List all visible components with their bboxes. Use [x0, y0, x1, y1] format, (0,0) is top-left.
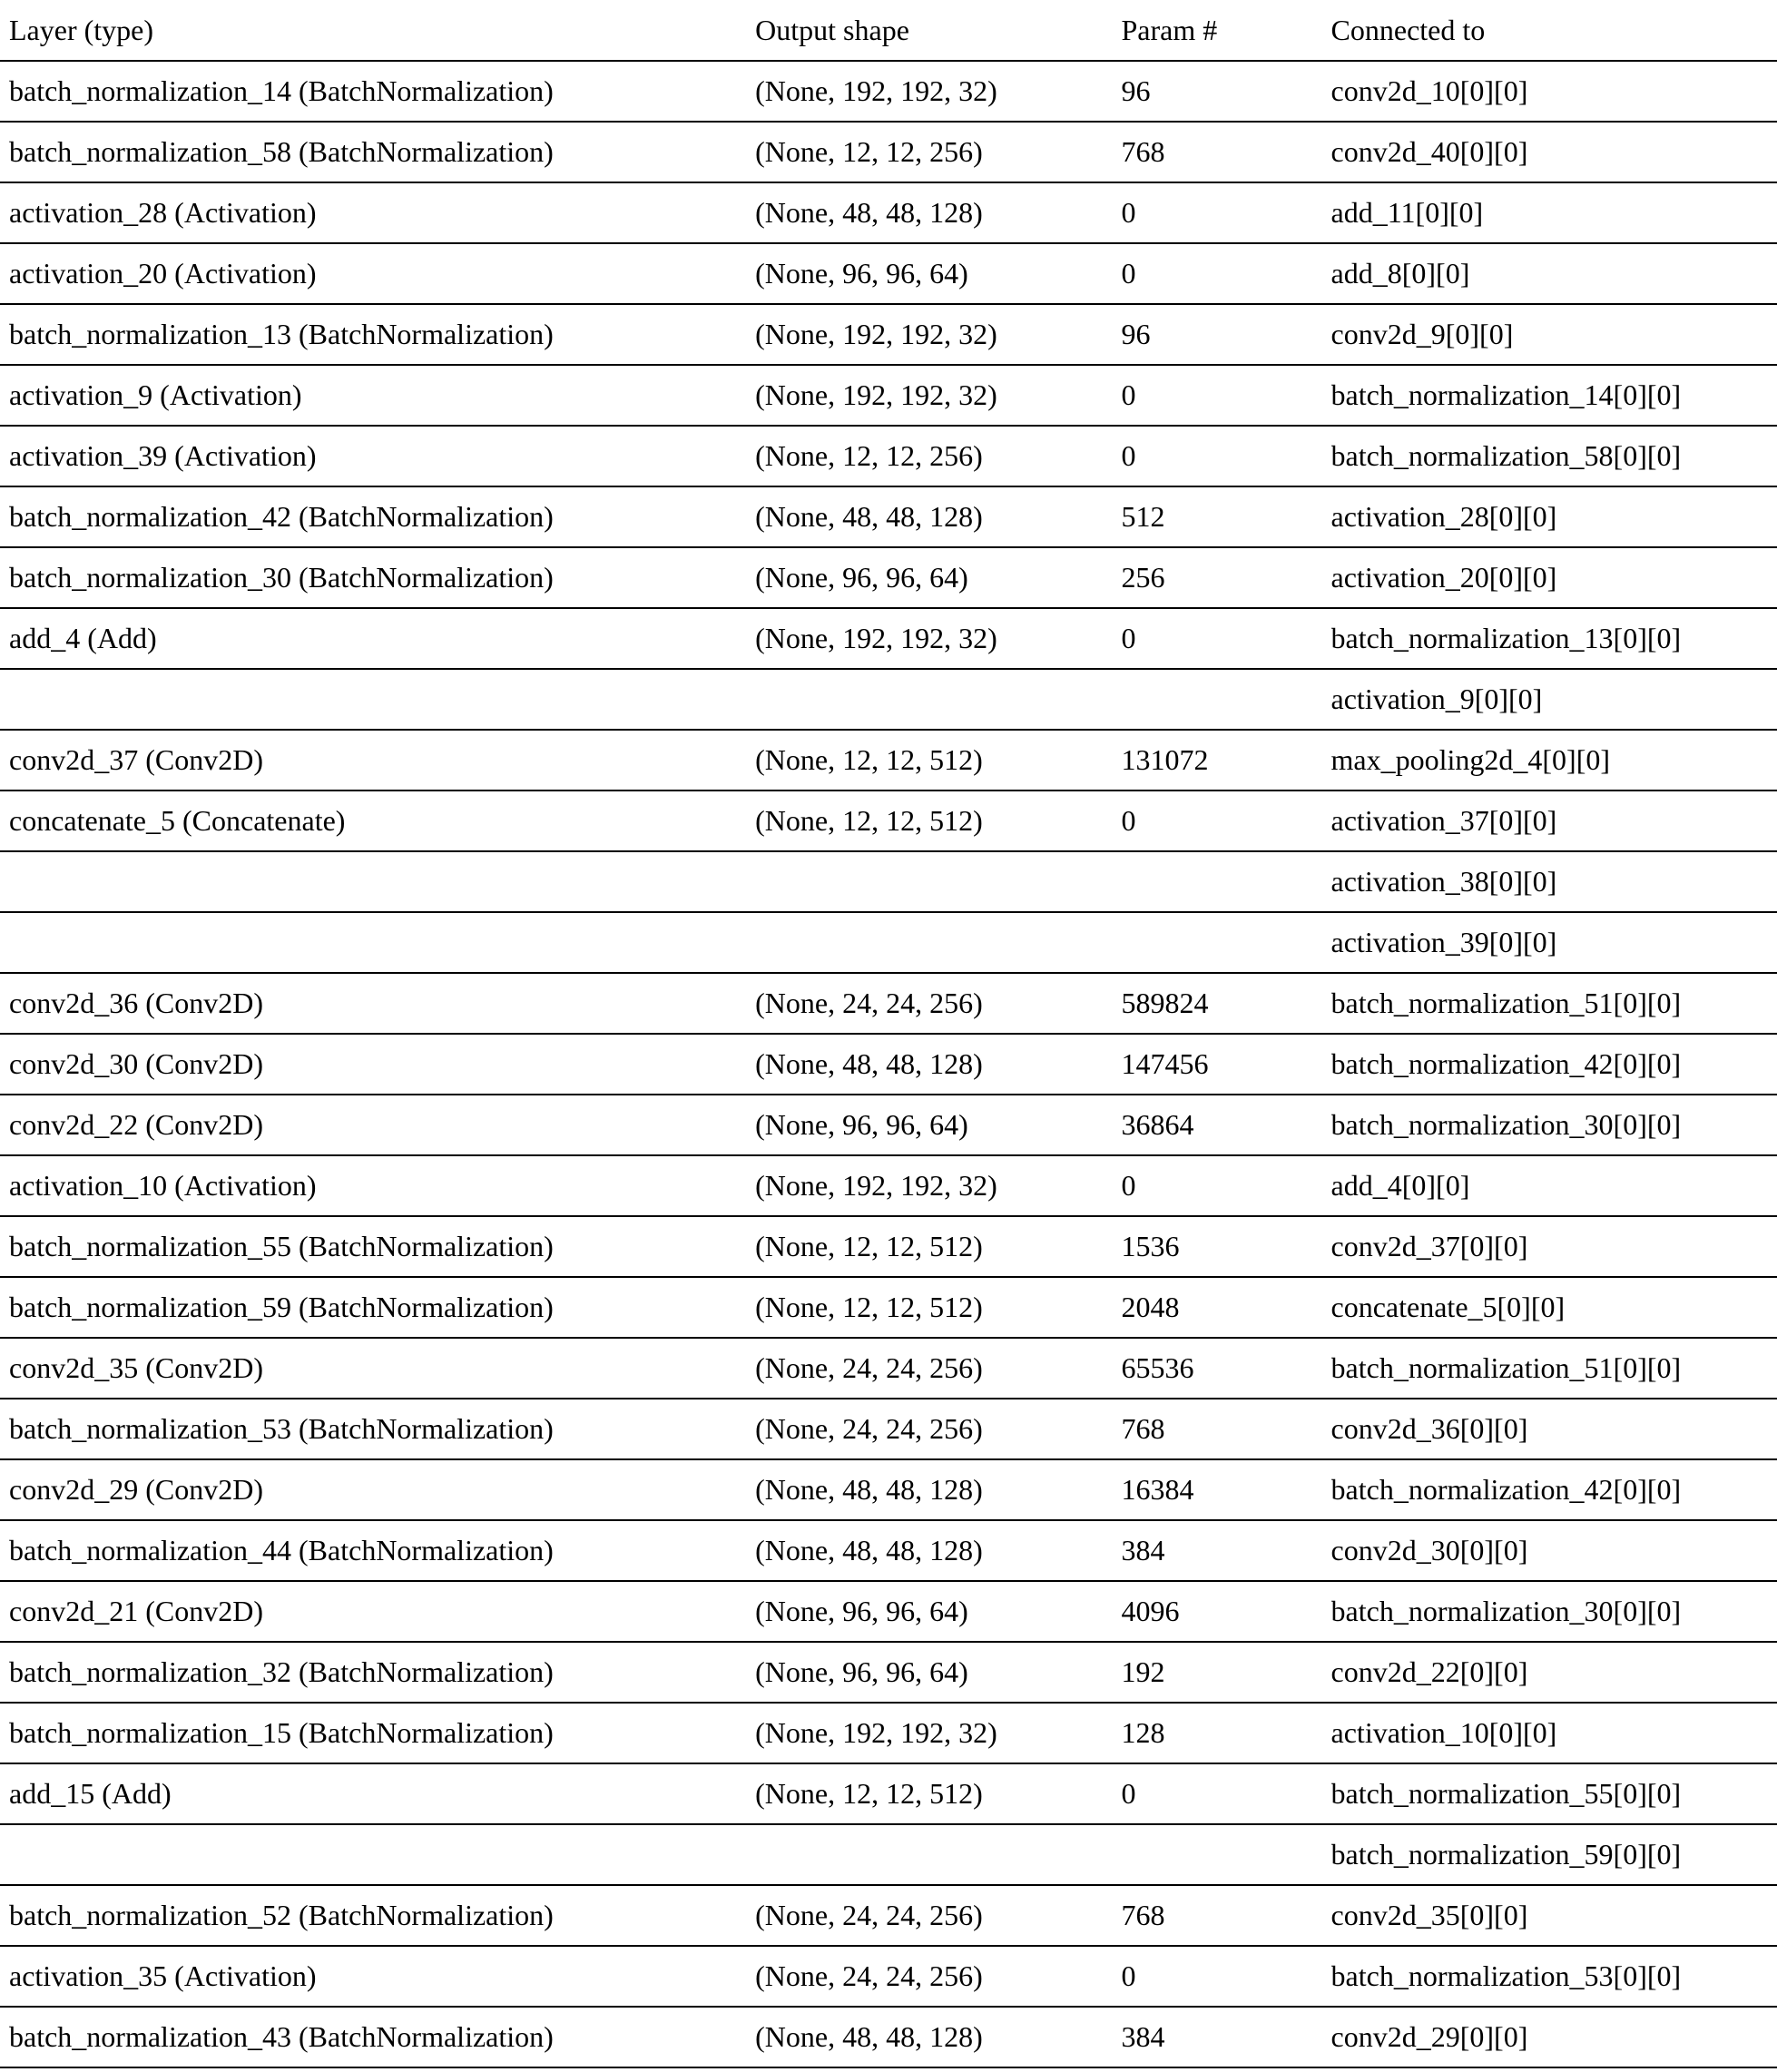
layer-type-cell: batch_normalization_30 (BatchNormalization) — [9, 561, 554, 594]
connected-to-cell: conv2d_40[0][0] — [1330, 135, 1528, 169]
param-count-cell: 65536 — [1121, 1351, 1194, 1385]
connected-to-cell: batch_normalization_42[0][0] — [1330, 1473, 1682, 1507]
layer-type-cell: batch_normalization_42 (BatchNormalization) — [9, 500, 554, 534]
param-count-cell: 0 — [1121, 622, 1136, 655]
param-count-cell: 4096 — [1121, 1595, 1180, 1628]
layer-type-cell: activation_10 (Activation) — [9, 1169, 317, 1203]
header-row — [0, 0, 1777, 61]
table-row — [0, 973, 1777, 1034]
param-count-cell: 0 — [1121, 378, 1136, 412]
table-row — [0, 547, 1777, 608]
output-shape-cell: (None, 12, 12, 512) — [755, 804, 983, 838]
param-count-cell: 96 — [1121, 318, 1151, 351]
table-row — [0, 791, 1777, 851]
connected-to-cell: batch_normalization_53[0][0] — [1330, 1959, 1682, 1993]
output-shape-cell: (None, 24, 24, 256) — [755, 1412, 983, 1446]
param-count-cell: 192 — [1121, 1655, 1165, 1689]
param-count-cell: 256 — [1121, 561, 1165, 594]
layer-type-cell: batch_normalization_15 (BatchNormalization) — [9, 1716, 554, 1750]
output-shape-cell: (None, 96, 96, 64) — [755, 1655, 968, 1689]
connected-to-cell: batch_normalization_30[0][0] — [1330, 1108, 1682, 1142]
param-count-cell: 0 — [1121, 1777, 1136, 1811]
connected-to-cell: add_11[0][0] — [1330, 196, 1484, 230]
table-row — [0, 1095, 1777, 1155]
connected-to-cell: batch_normalization_42[0][0] — [1330, 1047, 1682, 1081]
table-row-continuation — [0, 1824, 1777, 1885]
table-row — [0, 426, 1777, 486]
layer-type-cell: batch_normalization_52 (BatchNormalization) — [9, 1899, 554, 1932]
connected-to-cell: batch_normalization_58[0][0] — [1330, 439, 1682, 473]
connected-to-cell: conv2d_36[0][0] — [1330, 1412, 1528, 1446]
param-count-cell — [1121, 912, 1330, 973]
layer-type-cell: batch_normalization_55 (BatchNormalization) — [9, 1230, 554, 1263]
layer-type-cell — [0, 669, 755, 730]
table-row — [0, 1885, 1777, 1946]
layer-type-cell: activation_28 (Activation) — [9, 196, 317, 230]
param-count-cell: 96 — [1121, 74, 1151, 108]
col-header-output-shape: Output shape — [755, 13, 909, 46]
output-shape-cell: (None, 192, 192, 32) — [755, 378, 997, 412]
param-count-cell: 0 — [1121, 1959, 1136, 1993]
connected-to-cell: conv2d_22[0][0] — [1330, 1655, 1528, 1689]
layer-type-cell: conv2d_29 (Conv2D) — [9, 1473, 263, 1507]
layer-type-cell: activation_9 (Activation) — [9, 378, 302, 412]
output-shape-cell: (None, 192, 192, 32) — [755, 1716, 997, 1750]
connected-to-cell: batch_normalization_55[0][0] — [1330, 1777, 1682, 1811]
layer-type-cell: batch_normalization_53 (BatchNormalization) — [9, 1412, 554, 1446]
table-row — [0, 61, 1777, 122]
output-shape-cell: (None, 24, 24, 256) — [755, 1959, 983, 1993]
connected-to-cell: batch_normalization_30[0][0] — [1330, 1595, 1682, 1628]
connected-to-cell: batch_normalization_14[0][0] — [1330, 378, 1682, 412]
output-shape-cell: (None, 192, 192, 32) — [755, 1169, 997, 1203]
table-row — [0, 1520, 1777, 1581]
table-row-continuation — [0, 912, 1777, 973]
layer-type-cell: batch_normalization_43 (BatchNormalization) — [9, 2020, 554, 2054]
param-count-cell: 384 — [1121, 2020, 1165, 2054]
layer-type-cell: activation_35 (Activation) — [9, 1959, 317, 1993]
table-row — [0, 1946, 1777, 2007]
param-count-cell: 512 — [1121, 500, 1165, 534]
param-count-cell: 0 — [1121, 196, 1136, 230]
connected-to-cell: conv2d_30[0][0] — [1330, 1534, 1528, 1567]
param-count-cell: 147456 — [1121, 1047, 1209, 1081]
layer-type-cell — [0, 912, 755, 973]
layer-type-cell: add_4 (Add) — [9, 622, 157, 655]
output-shape-cell — [755, 912, 1121, 973]
col-header-param-count: Param # — [1121, 13, 1218, 46]
output-shape-cell — [755, 851, 1121, 912]
param-count-cell — [1121, 1824, 1330, 1885]
param-count-cell: 0 — [1121, 439, 1136, 473]
output-shape-cell: (None, 24, 24, 256) — [755, 1351, 983, 1385]
layer-type-cell: batch_normalization_32 (BatchNormalization) — [9, 1655, 554, 1689]
layer-type-cell: conv2d_37 (Conv2D) — [9, 743, 263, 777]
connected-to-cell: conv2d_29[0][0] — [1330, 2020, 1528, 2054]
table-row — [0, 122, 1777, 182]
layer-type-cell: batch_normalization_58 (BatchNormalization) — [9, 135, 554, 169]
connected-to-cell: conv2d_10[0][0] — [1330, 74, 1528, 108]
table-row-continuation — [0, 851, 1777, 912]
table-row — [0, 2007, 1777, 2067]
output-shape-cell: (None, 48, 48, 128) — [755, 1047, 983, 1081]
param-count-cell: 131072 — [1121, 743, 1209, 777]
connected-to-cell: concatenate_5[0][0] — [1330, 1291, 1566, 1324]
output-shape-cell: (None, 96, 96, 64) — [755, 257, 968, 290]
table-row — [0, 1399, 1777, 1459]
output-shape-cell: (None, 192, 192, 32) — [755, 622, 997, 655]
layer-type-cell: activation_39 (Activation) — [9, 439, 317, 473]
table-row — [0, 608, 1777, 669]
table-row — [0, 365, 1777, 426]
layer-type-cell: conv2d_36 (Conv2D) — [9, 987, 263, 1020]
output-shape-cell: (None, 96, 96, 64) — [755, 1595, 968, 1628]
table-row — [0, 1155, 1777, 1216]
output-shape-cell: (None, 48, 48, 128) — [755, 1534, 983, 1567]
output-shape-cell: (None, 192, 192, 32) — [755, 74, 997, 108]
table-row — [0, 1459, 1777, 1520]
output-shape-cell — [755, 669, 1121, 730]
connected-to-cell: add_4[0][0] — [1330, 1169, 1470, 1203]
layer-type-cell: conv2d_35 (Conv2D) — [9, 1351, 263, 1385]
layer-type-cell: batch_normalization_59 (BatchNormalization) — [9, 1291, 554, 1324]
connected-to-cell: activation_10[0][0] — [1330, 1716, 1557, 1750]
connected-to-cell: batch_normalization_59[0][0] — [1330, 1838, 1682, 1871]
connected-to-cell: max_pooling2d_4[0][0] — [1330, 743, 1611, 777]
output-shape-cell: (None, 12, 12, 512) — [755, 1777, 983, 1811]
table-row-continuation — [0, 669, 1777, 730]
table-row — [0, 1277, 1777, 1338]
table-row — [0, 1642, 1777, 1703]
col-header-layer-type: Layer (type) — [9, 13, 154, 46]
connected-to-cell: conv2d_9[0][0] — [1330, 318, 1514, 351]
connected-to-cell: batch_normalization_51[0][0] — [1330, 1351, 1682, 1385]
connected-to-cell: activation_39[0][0] — [1330, 926, 1557, 959]
connected-to-cell: activation_9[0][0] — [1330, 682, 1543, 716]
connected-to-cell: add_8[0][0] — [1330, 257, 1470, 290]
layer-type-cell — [0, 1824, 755, 1885]
param-count-cell: 16384 — [1121, 1473, 1194, 1507]
connected-to-cell: activation_37[0][0] — [1330, 804, 1557, 838]
output-shape-cell: (None, 12, 12, 512) — [755, 743, 983, 777]
col-header-connected-to: Connected to — [1330, 13, 1486, 46]
param-count-cell: 0 — [1121, 1169, 1136, 1203]
param-count-cell: 2048 — [1121, 1291, 1180, 1324]
output-shape-cell: (None, 12, 12, 256) — [755, 135, 983, 169]
param-count-cell — [1121, 669, 1330, 730]
output-shape-cell: (None, 48, 48, 128) — [755, 196, 983, 230]
table-row — [0, 182, 1777, 243]
table-row — [0, 1338, 1777, 1399]
layer-type-cell: batch_normalization_44 (BatchNormalization) — [9, 1534, 554, 1567]
param-count-cell: 768 — [1121, 1412, 1165, 1446]
output-shape-cell: (None, 24, 24, 256) — [755, 987, 983, 1020]
connected-to-cell: activation_20[0][0] — [1330, 561, 1557, 594]
param-count-cell: 384 — [1121, 1534, 1165, 1567]
layer-type-cell: batch_normalization_14 (BatchNormalization) — [9, 74, 554, 108]
param-count-cell: 0 — [1121, 804, 1136, 838]
output-shape-cell: (None, 96, 96, 64) — [755, 561, 968, 594]
table-row — [0, 1763, 1777, 1824]
param-count-cell: 0 — [1121, 257, 1136, 290]
output-shape-cell: (None, 48, 48, 128) — [755, 500, 983, 534]
param-count-cell: 1536 — [1121, 1230, 1180, 1263]
layer-type-cell: conv2d_30 (Conv2D) — [9, 1047, 263, 1081]
output-shape-cell: (None, 48, 48, 128) — [755, 1473, 983, 1507]
layer-type-cell: activation_20 (Activation) — [9, 257, 317, 290]
layer-type-cell: conv2d_22 (Conv2D) — [9, 1108, 263, 1142]
output-shape-cell: (None, 12, 12, 512) — [755, 1291, 983, 1324]
output-shape-cell: (None, 12, 12, 512) — [755, 1230, 983, 1263]
output-shape-cell: (None, 12, 12, 256) — [755, 439, 983, 473]
table-row — [0, 304, 1777, 365]
layer-type-cell: concatenate_5 (Concatenate) — [9, 804, 346, 838]
connected-to-cell: activation_38[0][0] — [1330, 865, 1557, 899]
connected-to-cell: batch_normalization_51[0][0] — [1330, 987, 1682, 1020]
connected-to-cell: activation_28[0][0] — [1330, 500, 1557, 534]
output-shape-cell: (None, 48, 48, 128) — [755, 2020, 983, 2054]
table-row — [0, 1034, 1777, 1095]
param-count-cell: 768 — [1121, 1899, 1165, 1932]
table-row — [0, 730, 1777, 791]
table-row — [0, 1216, 1777, 1277]
param-count-cell: 36864 — [1121, 1108, 1194, 1142]
table-row — [0, 486, 1777, 547]
param-count-cell — [1121, 851, 1330, 912]
connected-to-cell: conv2d_35[0][0] — [1330, 1899, 1528, 1932]
param-count-cell: 589824 — [1121, 987, 1209, 1020]
table-row — [0, 243, 1777, 304]
connected-to-cell: batch_normalization_13[0][0] — [1330, 622, 1682, 655]
layer-type-cell: add_15 (Add) — [9, 1777, 172, 1811]
layer-type-cell — [0, 851, 755, 912]
param-count-cell: 768 — [1121, 135, 1165, 169]
table-row — [0, 1581, 1777, 1642]
layer-type-cell: conv2d_21 (Conv2D) — [9, 1595, 263, 1628]
layer-type-cell: batch_normalization_13 (BatchNormalization) — [9, 318, 554, 351]
param-count-cell: 128 — [1121, 1716, 1165, 1750]
table-row — [0, 1703, 1777, 1763]
connected-to-cell: conv2d_37[0][0] — [1330, 1230, 1528, 1263]
output-shape-cell — [755, 1824, 1121, 1885]
output-shape-cell: (None, 192, 192, 32) — [755, 318, 997, 351]
output-shape-cell: (None, 24, 24, 256) — [755, 1899, 983, 1932]
output-shape-cell: (None, 96, 96, 64) — [755, 1108, 968, 1142]
